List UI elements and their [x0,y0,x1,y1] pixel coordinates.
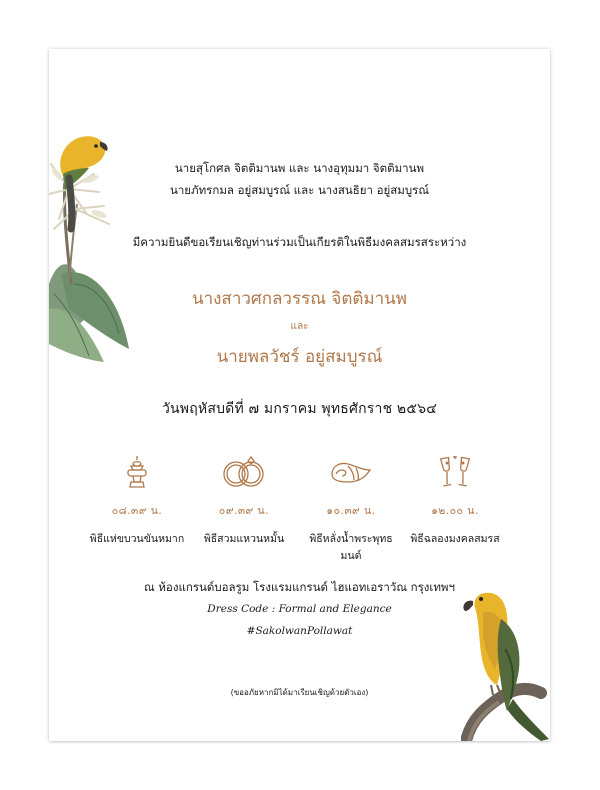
venue: ณ ห้องแกรนด์บอลรูม โรงแรมแกรนด์ ไฮแอทเอราวัณ กรุงเทพฯ [144,580,455,594]
wedding-date: วันพฤหัสบดีที่ ๗ มกราคม พุทธศักราช ๒๕๖๔ [161,401,438,417]
parents-names [49,157,550,201]
apology-note: (ขออภัยหากมิได้มาเรียนเชิญด้วยตัวเอง) [230,688,369,697]
invitation-text: มีความยินดีขอเรียนเชิญท่านร่วมเป็นเกียรติในพิธีมงคลสมรสระหว่าง [132,235,467,249]
event-name: พิธีแห่ขบวนขันหมาก [89,533,185,545]
parents-line-2: นายภัทรกมล อยู่สมบูรณ์ และ นางสนธิยา อยู่สมบูรณ์ [169,183,430,197]
event-celebration [403,454,507,547]
hashtag: #SakolwanPollawat [246,625,353,637]
event-ring-exchange [192,454,296,547]
event-time: ๐๙.๓๙ น. [218,505,270,517]
event-time: ๐๘.๓๙ น. [111,505,163,517]
conjunction-and: และ [290,321,309,332]
invitation-card [49,49,550,741]
event-name: พิธีฉลองมงคลสมรส [410,533,500,545]
groom-name: นายพลวัชร์ อยู่สมบูรณ์ [216,347,383,367]
conch-shell-icon [328,454,374,490]
dress-code: Dress Code : Formal and Elegance [207,603,392,615]
event-water-pouring [299,454,403,564]
event-khan-maak [85,454,189,547]
event-name: พิธีสวมแหวนหมั้น [203,533,285,545]
parents-line-1: นายสุโกศล จิตติมานพ และ นางอุทุมมา จิตติมานพ [174,161,425,175]
event-time: ๑๒.๐๐ น. [431,505,479,517]
bride-name: นางสาวศกลวรรณ จิตติมานพ [191,289,408,309]
khan-maak-icon [119,454,155,490]
event-time: ๑๐.๓๙ น. [326,505,376,517]
champagne-glasses-icon [435,454,475,490]
rings-icon [218,454,270,490]
event-name: พิธีหลั่งน้ำพระพุทธมนต์ [309,533,393,562]
